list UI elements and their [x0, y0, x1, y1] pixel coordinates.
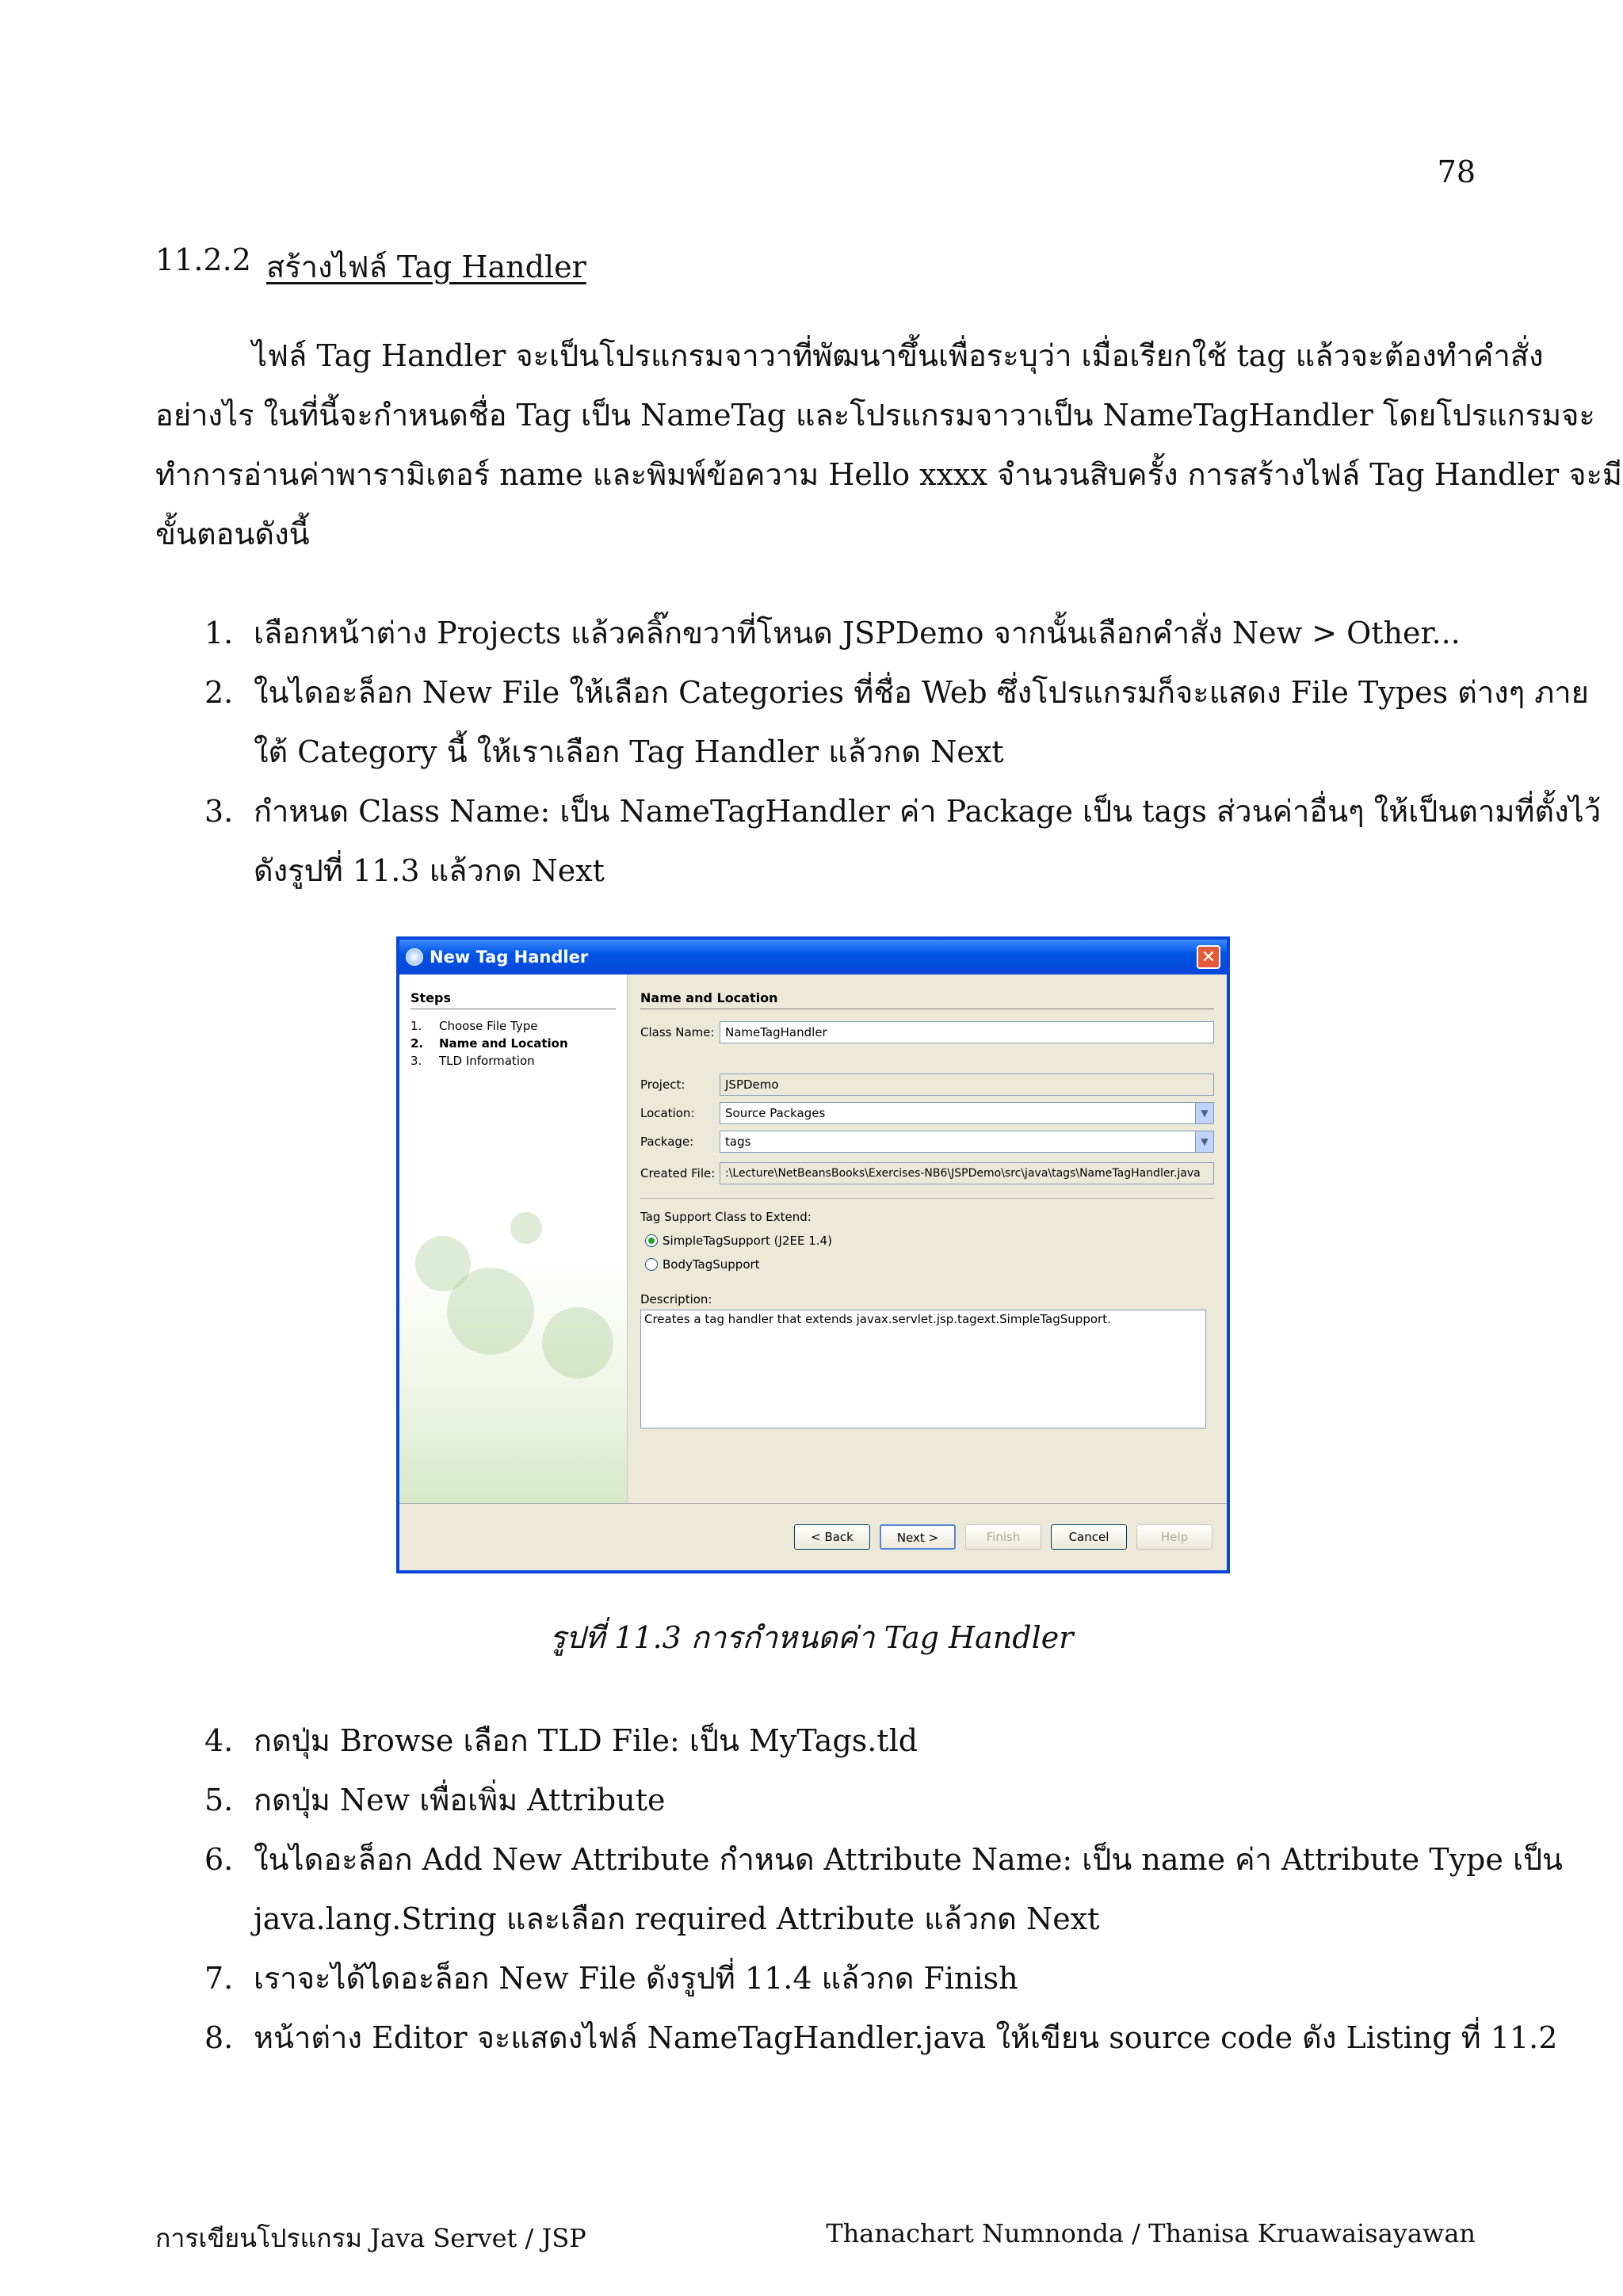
wizard-step-number: 1. [411, 1019, 422, 1033]
package-label: Package: [640, 1135, 694, 1149]
step-text: ในไดอะล็อก Add New Attribute กำหนด Attribute Name: เป็น name ค่า Attribute Type เป็น [254, 1842, 1564, 1877]
step-text: java.lang.String และเลือก required Attribute แล้วกด Next [254, 1901, 1100, 1936]
intro-line: ขั้นตอนดังนี้ [155, 517, 310, 551]
list-item [155, 663, 1589, 782]
description-label: Description: [640, 1292, 712, 1306]
project-field: JSPDemo [720, 1074, 1214, 1096]
wizard-step-label: Choose File Type [439, 1019, 538, 1033]
list-item [155, 1711, 1503, 1771]
step-number: 1. [204, 616, 234, 650]
step-number: 3. [204, 794, 234, 829]
step-text: หน้าต่าง Editor จะแสดงไฟล์ NameTagHandler.java ให้เขียน source code ดัง Listing ที่ 11.2 [254, 2020, 1558, 2055]
radio-selected-icon[interactable] [645, 1234, 658, 1247]
steps-list-after [155, 1711, 1564, 2068]
step-number: 6. [204, 1842, 234, 1877]
chevron-down-icon[interactable]: ▼ [1195, 1102, 1214, 1124]
step-text: กดปุ่ม New เพื่อเพิ่ม Attribute [254, 1783, 666, 1817]
list-item [155, 604, 1503, 663]
step-number: 4. [204, 1723, 234, 1758]
wizard-step-active [411, 1035, 616, 1052]
section-number: 11.2.2 [155, 242, 251, 277]
name-location-panel [628, 974, 1227, 1504]
step-text: เลือกหน้าต่าง Projects แล้วคลิ๊กขวาที่โหนด JSPDemo จากนั้นเลือกคำสั่ง New > Other... [254, 616, 1461, 650]
steps-list-before [155, 604, 1602, 901]
location-select[interactable] [720, 1102, 1214, 1124]
step-text: ในไดอะล็อก New File ให้เลือก Categories ที่ชื่อ Web ซึ่งโปรแกรมก็จะแสดง File Types ต่างๆ ภาย [254, 675, 1589, 710]
created-file-field: :\Lecture\NetBeansBooks\Exercises-NB6\JSPDemo\src\java\tags\NameTagHandler.java [720, 1162, 1214, 1184]
step-number: 7. [204, 1961, 234, 1996]
radio-body-tag-support[interactable] [640, 1253, 1214, 1276]
step-text: กำหนด Class Name: เป็น NameTagHandler ค่า Package เป็น tags ส่วนค่าอื่นๆ ให้เป็นตามที่ตั้งไว้ [254, 794, 1602, 829]
step-text: ดังรูปที่ 11.3 แล้วกด Next [254, 853, 605, 888]
step-number: 2. [204, 675, 234, 710]
list-item [155, 1830, 1564, 1949]
intro-paragraph [155, 326, 1622, 564]
step-text: ใต้ Category นี้ ให้เราเลือก Tag Handler แล้วกด Next [254, 734, 1004, 769]
figure-caption: รูปที่ 11.3 การกำหนดค่า Tag Handler [549, 1620, 1074, 1655]
location-label: Location: [640, 1106, 695, 1120]
list-item [155, 1949, 1503, 2008]
intro-line: ทำการอ่านค่าพารามิเตอร์ name และพิมพ์ข้อความ Hello xxxx จำนวนสิบครั้ง การสร้างไฟล์ Tag Handler จะมี [155, 457, 1622, 492]
close-icon[interactable]: ✕ [1197, 945, 1220, 969]
netbeans-icon [406, 948, 423, 966]
intro-line: ไฟล์ Tag Handler จะเป็นโปรแกรมจาวาที่พัฒนาขึ้นเพื่อระบุว่า เมื่อเรียกใช้ tag แล้วจะต้องทำคำสั่ง [252, 338, 1544, 373]
description-textarea[interactable]: Creates a tag handler that extends javax.servlet.jsp.tagext.SimpleTagSupport. [640, 1310, 1206, 1428]
class-name-label: Class Name: [640, 1025, 715, 1039]
list-item [155, 1771, 1503, 1830]
chevron-down-icon[interactable]: ▼ [1195, 1131, 1214, 1153]
wizard-step [411, 1052, 616, 1070]
radio-body-label: BodyTagSupport [663, 1257, 760, 1272]
section-heading [155, 242, 586, 291]
section-title: สร้างไฟล์ Tag Handler [266, 250, 586, 284]
new-tag-handler-dialog [396, 936, 1230, 1573]
radio-unselected-icon[interactable] [645, 1258, 658, 1271]
wizard-step [411, 1017, 616, 1035]
wizard-step-label: Name and Location [439, 1036, 568, 1051]
wizard-steps-panel [399, 974, 628, 1504]
package-value[interactable]: tags [720, 1131, 1195, 1153]
help-button[interactable]: Help [1136, 1524, 1212, 1550]
step-text: กดปุ่ม Browse เลือก TLD File: เป็น MyTags.tld [254, 1723, 918, 1758]
back-button[interactable]: < Back [794, 1524, 870, 1550]
dialog-titlebar [399, 940, 1227, 974]
step-number: 5. [204, 1783, 234, 1817]
wizard-step-number: 3. [411, 1054, 422, 1068]
created-file-label: Created File: [640, 1166, 716, 1180]
wizard-step-label: TLD Information [439, 1054, 535, 1068]
finish-button[interactable]: Finish [965, 1524, 1041, 1550]
panel-header: Name and Location [640, 990, 1214, 1009]
list-item [155, 2008, 1558, 2068]
dialog-title: New Tag Handler [430, 948, 589, 967]
footer-left: การเขียนโปรแกรม Java Servet / JSP [155, 2223, 586, 2253]
step-text: เราจะได้ไดอะล็อก New File ดังรูปที่ 11.4 แล้วกด Finish [254, 1961, 1018, 1996]
radio-simple-label: SimpleTagSupport (J2EE 1.4) [663, 1234, 832, 1248]
list-item [155, 782, 1602, 901]
location-value: Source Packages [720, 1102, 1195, 1124]
dialog-button-bar [399, 1503, 1227, 1570]
support-class-label: Tag Support Class to Extend: [640, 1210, 812, 1224]
next-button[interactable]: Next > [880, 1524, 956, 1550]
footer-right: Thanachart Numnonda / Thanisa Kruawaisayawan [826, 2218, 1476, 2248]
radio-simple-tag-support[interactable] [640, 1229, 1214, 1253]
intro-line: อย่างไร ในที่นี้จะกำหนดชื่อ Tag เป็น NameTag และโปรแกรมจาวาเป็น NameTagHandler โดยโปรแกรมจะ [155, 398, 1595, 433]
step-number: 8. [204, 2020, 234, 2055]
steps-header: Steps [411, 990, 616, 1009]
cancel-button[interactable]: Cancel [1051, 1524, 1127, 1550]
project-label: Project: [640, 1077, 685, 1092]
page-number: 78 [1437, 154, 1476, 189]
page-footer [155, 2218, 1476, 2259]
class-name-input[interactable]: NameTagHandler [720, 1021, 1214, 1043]
wizard-step-number: 2. [411, 1036, 424, 1051]
package-select[interactable] [720, 1131, 1214, 1153]
